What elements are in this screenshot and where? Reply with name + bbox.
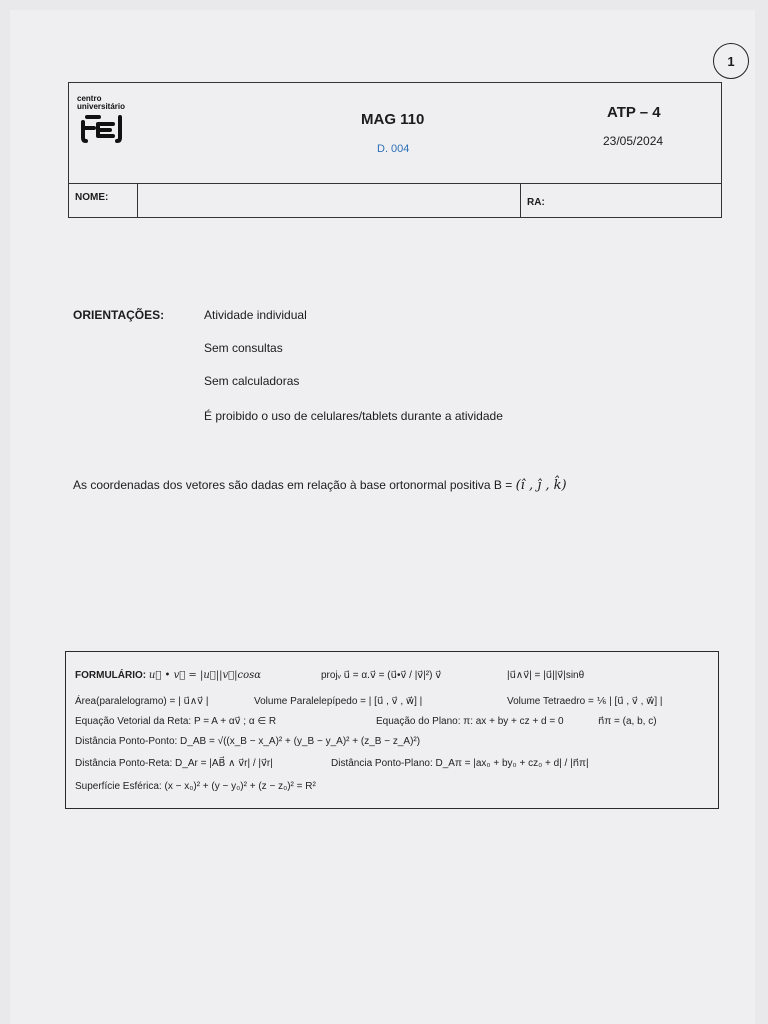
instruction-item: Atividade individual [204, 308, 307, 322]
dot-product-formula: u⃗ • v⃗ = |u⃗||v⃗|cosα [148, 670, 262, 681]
instruction-item: Sem consultas [204, 341, 283, 355]
fei-logo [77, 95, 135, 149]
parallelogram-formula: Área(paralelogramo) = | u⃗∧v⃗ | [75, 696, 209, 707]
ra-field[interactable] [559, 184, 719, 218]
instructions-label: ORIENTAÇÕES: [73, 308, 165, 322]
instruction-item: Sem calculadoras [204, 374, 300, 388]
point-line-distance-formula: Distância Ponto-Reta: D_Ar = |AB⃗ ∧ v⃗r| / |v⃗r| [75, 758, 273, 769]
header-student-row [69, 183, 721, 218]
point-point-distance-formula: Distância Ponto-Ponto: D_AB = √((x_B − x_A)² + (y_B − y_A)² + (z_B − z_A)²) [75, 736, 421, 747]
exam-header [68, 82, 722, 218]
exam-version: D. 004 [377, 143, 410, 155]
formulary-line-1 [75, 670, 261, 681]
point-plane-distance-formula: Distância Ponto-Plano: D_Aπ = |ax₀ + by₀ + cz₀ + d| / |n⃗π| [331, 758, 589, 769]
name-label: NOME: [69, 184, 138, 218]
fei-logo-mark [77, 114, 135, 144]
basis-text: As coordenadas dos vetores são dadas em relação à base ortonormal positiva B = [73, 478, 516, 492]
line-equation-formula: Equação Vetorial da Reta: P = A + αv⃗ ; α ∈ R [75, 716, 277, 727]
logo-text-line2: universitário [77, 102, 126, 111]
exam-date: 23/05/2024 [603, 134, 664, 148]
formulary-box [65, 651, 719, 809]
plane-normal-formula: n⃗π = (a, b, c) [598, 716, 657, 727]
assessment-title: ATP – 4 [607, 104, 661, 121]
sphere-formula: Superfície Esférica: (x − x₀)² + (y − y₀)² + (z − z₀)² = R² [75, 781, 316, 792]
name-field[interactable] [139, 184, 519, 218]
parallelepiped-formula: Volume Paralelepípedo = | [u⃗ , v⃗ , w⃗] | [254, 696, 423, 707]
formulary-title: FORMULÁRIO: [75, 670, 147, 681]
instruction-item: É proibido o uso de celulares/tablets durante a atividade [204, 409, 503, 423]
page-number-badge: 1 [713, 43, 749, 79]
basis-vectors: (ı̂ , ȷ̂ , k̂) [515, 478, 567, 493]
cross-norm-formula: |u⃗∧v⃗| = |u⃗||v⃗|sinθ [507, 670, 585, 681]
tetrahedron-formula: Volume Tetraedro = ⅙ | [u⃗ , v⃗ , w⃗] | [507, 696, 663, 707]
projection-formula: projᵥ u⃗ = α.v⃗ = (u⃗•v⃗ / |v⃗|²) v⃗ [321, 670, 442, 681]
exam-sheet [10, 10, 755, 1024]
basis-statement [73, 478, 567, 493]
header-top-row [69, 83, 721, 183]
logo-text-line1: centro [77, 94, 102, 103]
plane-equation-formula: Equação do Plano: π: ax + by + cz + d = 0 [376, 716, 564, 727]
course-code: MAG 110 [361, 111, 425, 128]
ra-label: RA: [520, 184, 721, 218]
